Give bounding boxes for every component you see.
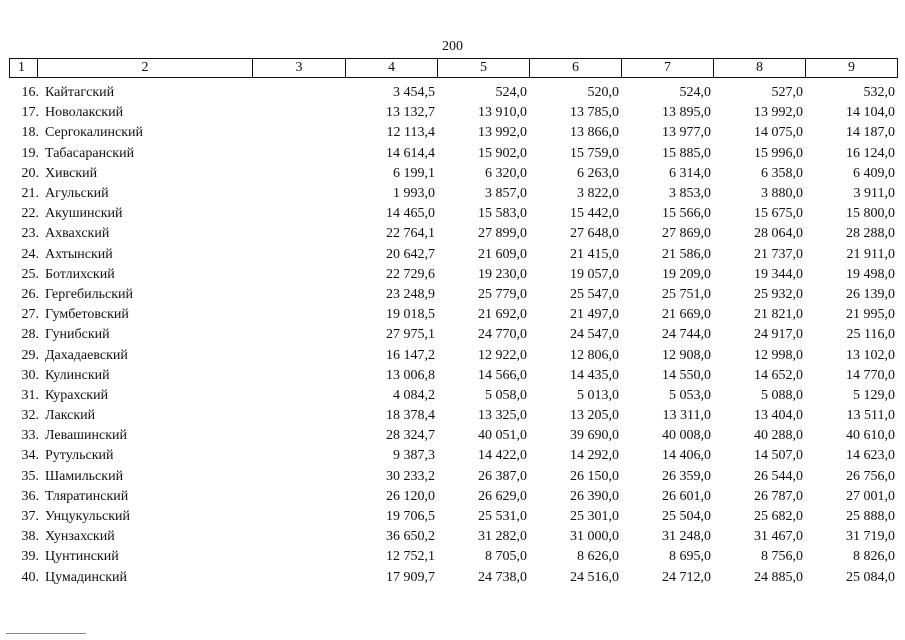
cell-col-8: 31 467,0 — [754, 529, 803, 545]
district-name: Ахтынский — [45, 246, 113, 262]
cell-col-8: 8 756,0 — [761, 549, 803, 565]
cell-col-5: 15 583,0 — [478, 206, 527, 222]
district-name: Акушинский — [45, 206, 123, 222]
cell-col-8: 24 885,0 — [754, 569, 803, 585]
cell-col-8: 40 288,0 — [754, 428, 803, 444]
cell-col-3 — [252, 305, 345, 325]
cell-col-5: 13 325,0 — [478, 408, 527, 424]
header-row — [10, 59, 898, 78]
cell-col-8: 14 507,0 — [754, 448, 803, 464]
cell-col-3 — [252, 224, 345, 244]
cell-col-7: 26 359,0 — [662, 468, 711, 484]
cell-col-9: 13 511,0 — [846, 408, 895, 424]
table-row — [9, 325, 897, 345]
table-row — [9, 224, 897, 244]
cell-col-5: 27 899,0 — [478, 226, 527, 242]
district-name: Цумадинский — [45, 569, 128, 585]
cell-col-6: 13 785,0 — [570, 105, 619, 121]
cell-col-7: 14 406,0 — [662, 448, 711, 464]
cell-col-4: 4 084,2 — [393, 387, 435, 403]
cell-col-5: 26 629,0 — [478, 488, 527, 504]
cell-col-3 — [252, 123, 345, 143]
cell-col-6: 21 497,0 — [570, 307, 619, 323]
table-row — [9, 345, 897, 365]
cell-col-9: 14 104,0 — [846, 105, 895, 121]
cell-col-9: 8 826,0 — [853, 549, 895, 565]
cell-col-4: 19 018,5 — [386, 307, 435, 323]
row-number: 36. — [21, 488, 39, 504]
district-name: Агульский — [45, 186, 109, 202]
table-row — [9, 487, 897, 507]
cell-col-4: 18 378,4 — [386, 408, 435, 424]
table-row — [9, 164, 897, 184]
district-name: Ботлихский — [45, 266, 115, 282]
district-name: Цунтинский — [45, 549, 119, 565]
district-name: Новолакский — [45, 105, 124, 121]
cell-col-5: 3 857,0 — [485, 186, 527, 202]
cell-col-3 — [252, 103, 345, 123]
cell-col-5: 31 282,0 — [478, 529, 527, 545]
row-number: 35. — [21, 468, 39, 484]
district-name: Табасаранский — [45, 145, 135, 161]
cell-col-6: 31 000,0 — [570, 529, 619, 545]
cell-col-3 — [252, 446, 345, 466]
header-cell-4: 4 — [346, 59, 438, 78]
table-row — [9, 184, 897, 204]
cell-col-7: 26 601,0 — [662, 488, 711, 504]
cell-col-9: 26 756,0 — [846, 468, 895, 484]
district-table — [9, 83, 897, 588]
cell-col-7: 8 695,0 — [669, 549, 711, 565]
district-name: Унцукульский — [45, 509, 131, 525]
cell-col-5: 5 058,0 — [485, 387, 527, 403]
row-number: 32. — [21, 408, 39, 424]
cell-col-8: 26 544,0 — [754, 468, 803, 484]
cell-col-8: 21 737,0 — [754, 246, 803, 262]
cell-col-3 — [252, 285, 345, 305]
cell-col-9: 15 800,0 — [846, 206, 895, 222]
cell-col-8: 26 787,0 — [754, 488, 803, 504]
cell-col-6: 39 690,0 — [570, 428, 619, 444]
district-name: Левашинский — [45, 428, 128, 444]
row-number: 21. — [21, 186, 39, 202]
cell-col-4: 30 233,2 — [386, 468, 435, 484]
cell-col-5: 24 770,0 — [478, 327, 527, 343]
cell-col-9: 5 129,0 — [853, 387, 895, 403]
cell-col-5: 40 051,0 — [478, 428, 527, 444]
cell-col-8: 14 075,0 — [754, 125, 803, 141]
cell-col-6: 5 013,0 — [577, 387, 619, 403]
cell-col-3 — [252, 83, 345, 103]
cell-col-7: 15 566,0 — [662, 206, 711, 222]
cell-col-6: 19 057,0 — [570, 266, 619, 282]
cell-col-4: 17 909,7 — [386, 569, 435, 585]
cell-col-4: 26 120,0 — [386, 488, 435, 504]
row-number: 27. — [21, 307, 39, 323]
cell-col-5: 12 922,0 — [478, 347, 527, 363]
cell-col-3 — [252, 366, 345, 386]
cell-col-7: 25 751,0 — [662, 286, 711, 302]
row-number: 34. — [21, 448, 39, 464]
table-body — [9, 83, 897, 588]
cell-col-3 — [252, 184, 345, 204]
table-row — [9, 467, 897, 487]
cell-col-9: 27 001,0 — [846, 488, 895, 504]
table-row — [9, 305, 897, 325]
cell-col-8: 5 088,0 — [761, 387, 803, 403]
cell-col-4: 12 752,1 — [386, 549, 435, 565]
cell-col-6: 21 415,0 — [570, 246, 619, 262]
cell-col-9: 25 116,0 — [846, 327, 895, 343]
cell-col-3 — [252, 487, 345, 507]
cell-col-9: 28 288,0 — [846, 226, 895, 242]
district-name: Сергокалинский — [45, 125, 144, 141]
cell-col-5: 24 738,0 — [478, 569, 527, 585]
district-name: Гергебильский — [45, 286, 133, 302]
cell-col-4: 23 248,9 — [386, 286, 435, 302]
cell-col-7: 24 712,0 — [662, 569, 711, 585]
cell-col-7: 6 314,0 — [669, 165, 711, 181]
table-row — [9, 123, 897, 143]
cell-col-5: 21 692,0 — [478, 307, 527, 323]
district-name: Курахский — [45, 387, 109, 403]
cell-col-8: 6 358,0 — [761, 165, 803, 181]
cell-col-8: 25 682,0 — [754, 509, 803, 525]
cell-col-9: 21 995,0 — [846, 307, 895, 323]
row-number: 30. — [21, 367, 39, 383]
row-number: 17. — [21, 105, 39, 121]
table-row — [9, 527, 897, 547]
district-name: Ахвахский — [45, 226, 110, 242]
header-cell-7: 7 — [622, 59, 714, 78]
district-name: Рутульский — [45, 448, 114, 464]
row-number: 40. — [21, 569, 39, 585]
cell-col-5: 25 779,0 — [478, 286, 527, 302]
cell-col-6: 26 390,0 — [570, 488, 619, 504]
row-number: 16. — [21, 85, 39, 101]
table-row — [9, 446, 897, 466]
row-number: 33. — [21, 428, 39, 444]
cell-col-5: 15 902,0 — [478, 145, 527, 161]
cell-col-4: 16 147,2 — [386, 347, 435, 363]
cell-col-5: 14 566,0 — [478, 367, 527, 383]
cell-col-5: 26 387,0 — [478, 468, 527, 484]
cell-col-6: 520,0 — [587, 85, 619, 101]
cell-col-8: 527,0 — [771, 85, 803, 101]
cell-col-3 — [252, 144, 345, 164]
cell-col-6: 14 435,0 — [570, 367, 619, 383]
cell-col-4: 13 006,8 — [386, 367, 435, 383]
cell-col-3 — [252, 507, 345, 527]
header-cell-5: 5 — [438, 59, 530, 78]
district-name: Тляратинский — [45, 488, 129, 504]
cell-col-7: 27 869,0 — [662, 226, 711, 242]
district-name: Гунибский — [45, 327, 110, 343]
table-row — [9, 386, 897, 406]
district-name: Дахадаевский — [45, 347, 128, 363]
cell-col-3 — [252, 568, 345, 588]
cell-col-7: 19 209,0 — [662, 266, 711, 282]
column-number-header — [9, 58, 898, 78]
header-cell-9: 9 — [806, 59, 898, 78]
cell-col-7: 21 586,0 — [662, 246, 711, 262]
cell-col-4: 1 993,0 — [393, 186, 435, 202]
cell-col-9: 13 102,0 — [846, 347, 895, 363]
cell-col-7: 21 669,0 — [662, 307, 711, 323]
cell-col-3 — [252, 406, 345, 426]
cell-col-7: 40 008,0 — [662, 428, 711, 444]
cell-col-8: 28 064,0 — [754, 226, 803, 242]
cell-col-7: 13 311,0 — [662, 408, 711, 424]
cell-col-9: 26 139,0 — [846, 286, 895, 302]
cell-col-5: 25 531,0 — [478, 509, 527, 525]
district-name: Гумбетовский — [45, 307, 129, 323]
cell-col-9: 532,0 — [863, 85, 895, 101]
cell-col-8: 14 652,0 — [754, 367, 803, 383]
cell-col-4: 28 324,7 — [386, 428, 435, 444]
row-number: 39. — [21, 549, 39, 565]
cell-col-9: 14 770,0 — [846, 367, 895, 383]
cell-col-6: 25 301,0 — [570, 509, 619, 525]
district-name: Кайтагский — [45, 85, 115, 101]
cell-col-9: 6 409,0 — [853, 165, 895, 181]
cell-col-8: 25 932,0 — [754, 286, 803, 302]
district-name: Кулинский — [45, 367, 110, 383]
cell-col-9: 16 124,0 — [846, 145, 895, 161]
row-number: 25. — [21, 266, 39, 282]
cell-col-3 — [252, 386, 345, 406]
cell-col-8: 13 992,0 — [754, 105, 803, 121]
cell-col-7: 13 977,0 — [662, 125, 711, 141]
cell-col-6: 15 759,0 — [570, 145, 619, 161]
row-number: 26. — [21, 286, 39, 302]
cell-col-8: 24 917,0 — [754, 327, 803, 343]
cell-col-4: 22 729,6 — [386, 266, 435, 282]
cell-col-5: 8 705,0 — [485, 549, 527, 565]
cell-col-9: 40 610,0 — [846, 428, 895, 444]
cell-col-9: 25 888,0 — [846, 509, 895, 525]
cell-col-5: 21 609,0 — [478, 246, 527, 262]
cell-col-7: 3 853,0 — [669, 186, 711, 202]
table-row — [9, 144, 897, 164]
district-name: Шамильский — [45, 468, 124, 484]
cell-col-8: 12 998,0 — [754, 347, 803, 363]
row-number: 23. — [21, 226, 39, 242]
page-number: 200 — [442, 39, 463, 54]
cell-col-3 — [252, 426, 345, 446]
footer-divider — [6, 633, 86, 634]
cell-col-7: 524,0 — [679, 85, 711, 101]
cell-col-9: 3 911,0 — [853, 186, 895, 202]
header-cell-8: 8 — [714, 59, 806, 78]
cell-col-6: 13 205,0 — [570, 408, 619, 424]
cell-col-5: 6 320,0 — [485, 165, 527, 181]
cell-col-7: 5 053,0 — [669, 387, 711, 403]
cell-col-6: 15 442,0 — [570, 206, 619, 222]
header-cell-2: 2 — [38, 59, 253, 78]
cell-col-8: 19 344,0 — [754, 266, 803, 282]
cell-col-3 — [252, 467, 345, 487]
district-name: Хивский — [45, 165, 98, 181]
row-number: 22. — [21, 206, 39, 222]
cell-col-9: 21 911,0 — [846, 246, 895, 262]
cell-col-4: 27 975,1 — [386, 327, 435, 343]
table-row — [9, 204, 897, 224]
cell-col-6: 14 292,0 — [570, 448, 619, 464]
cell-col-7: 24 744,0 — [662, 327, 711, 343]
cell-col-3 — [252, 204, 345, 224]
cell-col-6: 6 263,0 — [577, 165, 619, 181]
cell-col-7: 15 885,0 — [662, 145, 711, 161]
cell-col-9: 25 084,0 — [846, 569, 895, 585]
cell-col-3 — [252, 245, 345, 265]
cell-col-7: 14 550,0 — [662, 367, 711, 383]
cell-col-3 — [252, 547, 345, 567]
cell-col-6: 25 547,0 — [570, 286, 619, 302]
cell-col-5: 524,0 — [495, 85, 527, 101]
cell-col-4: 6 199,1 — [393, 165, 435, 181]
cell-col-7: 12 908,0 — [662, 347, 711, 363]
table-row — [9, 366, 897, 386]
cell-col-5: 13 910,0 — [478, 105, 527, 121]
cell-col-4: 19 706,5 — [386, 509, 435, 525]
cell-col-9: 14 623,0 — [846, 448, 895, 464]
row-number: 38. — [21, 529, 39, 545]
table-row — [9, 245, 897, 265]
row-number: 18. — [21, 125, 39, 141]
cell-col-4: 13 132,7 — [386, 105, 435, 121]
cell-col-4: 20 642,7 — [386, 246, 435, 262]
cell-col-7: 31 248,0 — [662, 529, 711, 545]
cell-col-6: 26 150,0 — [570, 468, 619, 484]
cell-col-6: 3 822,0 — [577, 186, 619, 202]
cell-col-8: 21 821,0 — [754, 307, 803, 323]
table-row — [9, 265, 897, 285]
table-row — [9, 285, 897, 305]
row-number: 28. — [21, 327, 39, 343]
cell-col-3 — [252, 345, 345, 365]
cell-col-9: 14 187,0 — [846, 125, 895, 141]
table-row — [9, 83, 897, 103]
table-row — [9, 547, 897, 567]
cell-col-4: 3 454,5 — [393, 85, 435, 101]
cell-col-6: 24 547,0 — [570, 327, 619, 343]
cell-col-6: 27 648,0 — [570, 226, 619, 242]
cell-col-4: 22 764,1 — [386, 226, 435, 242]
cell-col-9: 19 498,0 — [846, 266, 895, 282]
table-row — [9, 568, 897, 588]
row-number: 37. — [21, 509, 39, 525]
cell-col-3 — [252, 164, 345, 184]
header-cell-6: 6 — [530, 59, 622, 78]
cell-col-4: 14 465,0 — [386, 206, 435, 222]
cell-col-4: 9 387,3 — [393, 448, 435, 464]
cell-col-5: 19 230,0 — [478, 266, 527, 282]
cell-col-8: 15 996,0 — [754, 145, 803, 161]
cell-col-5: 13 992,0 — [478, 125, 527, 141]
cell-col-6: 24 516,0 — [570, 569, 619, 585]
table-row — [9, 426, 897, 446]
table-row — [9, 507, 897, 527]
district-name: Лакский — [45, 408, 96, 424]
cell-col-4: 14 614,4 — [386, 145, 435, 161]
table-row — [9, 406, 897, 426]
cell-col-7: 13 895,0 — [662, 105, 711, 121]
cell-col-3 — [252, 325, 345, 345]
cell-col-6: 8 626,0 — [577, 549, 619, 565]
header-cell-3: 3 — [253, 59, 346, 78]
cell-col-4: 36 650,2 — [386, 529, 435, 545]
table-row — [9, 103, 897, 123]
cell-col-9: 31 719,0 — [846, 529, 895, 545]
row-number: 29. — [21, 347, 39, 363]
district-name: Хунзахский — [45, 529, 115, 545]
cell-col-3 — [252, 527, 345, 547]
cell-col-8: 13 404,0 — [754, 408, 803, 424]
row-number: 24. — [21, 246, 39, 262]
cell-col-6: 13 866,0 — [570, 125, 619, 141]
cell-col-5: 14 422,0 — [478, 448, 527, 464]
cell-col-3 — [252, 265, 345, 285]
row-number: 20. — [21, 165, 39, 181]
header-cell-1: 1 — [10, 59, 38, 78]
cell-col-4: 12 113,4 — [386, 125, 435, 141]
cell-col-7: 25 504,0 — [662, 509, 711, 525]
cell-col-8: 15 675,0 — [754, 206, 803, 222]
row-number: 19. — [21, 145, 39, 161]
cell-col-8: 3 880,0 — [761, 186, 803, 202]
cell-col-6: 12 806,0 — [570, 347, 619, 363]
row-number: 31. — [21, 387, 39, 403]
